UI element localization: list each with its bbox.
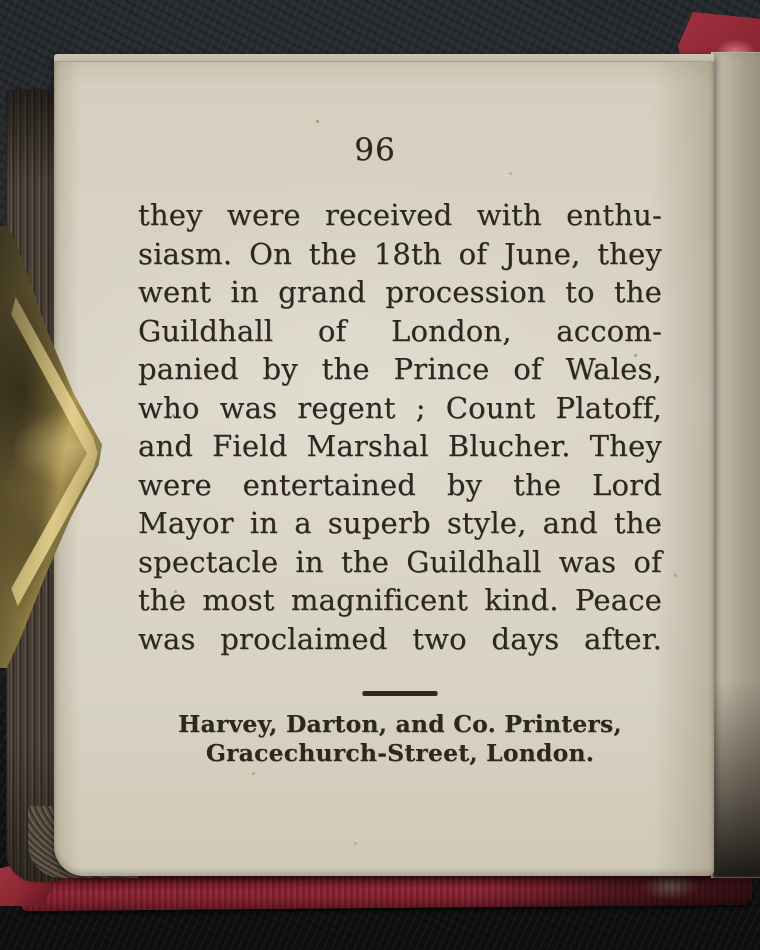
imprint-line-2: Gracechurch-Street, London. [205, 739, 595, 767]
printer-rule-divider [363, 691, 437, 696]
body-text-line: spectacle in the Guildhall was of [138, 544, 662, 579]
page-number: 96 [354, 132, 396, 168]
body-text-line: siasm. On the 18th of June, they [138, 236, 662, 271]
book-page [54, 54, 714, 876]
facing-page-gutter [711, 52, 760, 878]
body-text-line: the most magnificent kind. Peace [138, 583, 662, 617]
body-text-line: went in grand procession to the [138, 275, 662, 309]
body-text-line: Mayor in a superb style, and the [138, 506, 662, 540]
body-text-line: was proclaimed two days after. [138, 621, 662, 656]
body-text-line: Guildhall of London, accom- [138, 313, 662, 348]
body-text [138, 196, 662, 658]
body-text-line: panied by the Prince of Wales, [138, 352, 662, 386]
printer-imprint [138, 710, 662, 768]
body-text-line: they were received with enthu- [138, 198, 662, 232]
imprint-line-1: Harvey, Darton, and Co. Printers, [178, 710, 622, 738]
body-text-line: who was regent ; Count Platoff, [138, 390, 662, 425]
body-text-line: and Field Marshal Blucher. They [138, 429, 662, 463]
body-text-line: were entertained by the Lord [138, 467, 662, 502]
printed-content [138, 130, 662, 768]
